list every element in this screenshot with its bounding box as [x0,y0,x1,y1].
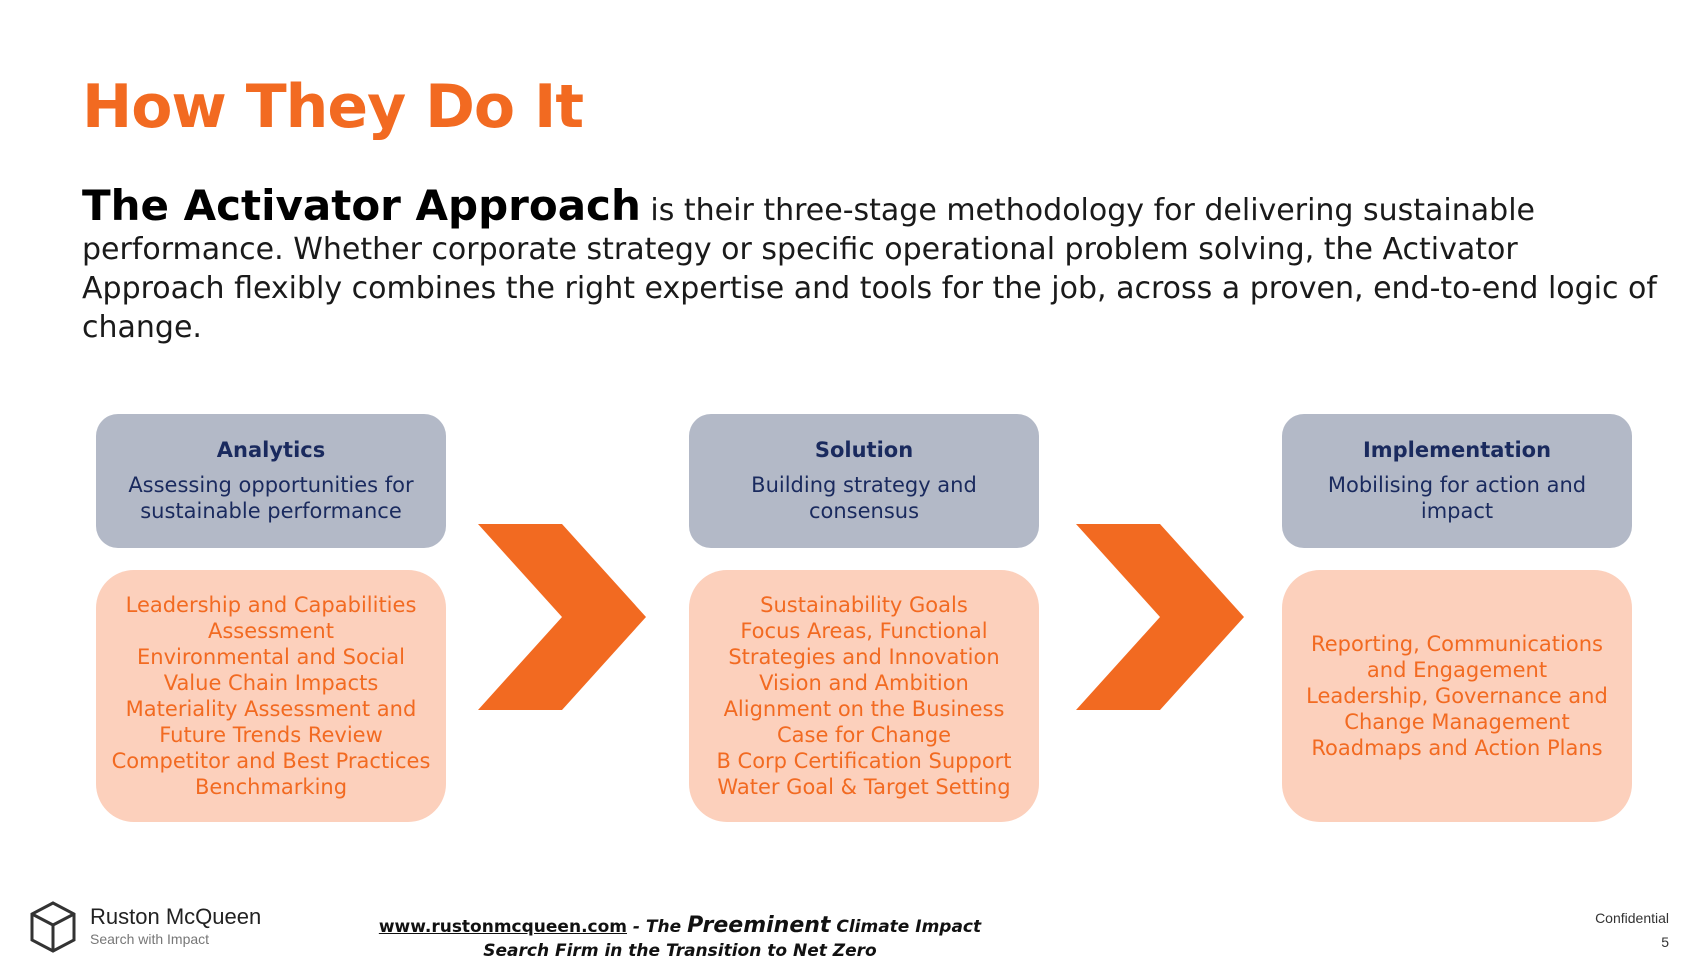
stage-description: Building strategy and consensus [751,473,977,523]
list-item: Leadership and Capabilities Assessment [125,593,417,643]
brand-name: Ruston McQueen [90,904,262,929]
footer-separator: - [627,917,646,937]
list-item: Alignment on the Business Case for Change [723,697,1005,747]
intro-body: is their three-stage methodology for delivering sustainable performance. Whether corporate strategy or specific operational problem solving, the Activator Approach flexibly combines the right expertise and tools for the job, across a proven, end-to-end logic of change. [82,193,1657,345]
intro-lead: The Activator Approach [82,181,641,230]
confidential-text: Confidential [1595,910,1669,926]
detail-box-analytics [96,570,446,822]
website-link[interactable]: www.rustonmcqueen.com [378,917,627,937]
chevron-right-icon [1076,524,1244,710]
slogan-rest: Climate Impact [830,917,982,937]
confidential-label [1595,906,1669,954]
cube-logo-icon [28,900,78,954]
list-item: Vision and Ambition [759,671,969,695]
stage-box-analytics [96,414,446,548]
list-item: B Corp Certification Support [716,749,1012,773]
chevron-right-icon [478,524,646,710]
list-item: Sustainability Goals [760,593,968,617]
page-number: 5 [1661,934,1669,950]
stage-description: Assessing opportunities for sustainable performance [128,473,414,523]
stage-box-implementation [1282,414,1632,548]
stage-box-solution [689,414,1039,548]
slogan-prefix: The [645,917,688,937]
list-item: Water Goal & Target Setting [717,775,1011,799]
list-item: Reporting, Communications and Engagement [1311,632,1603,682]
list-item: Environmental and Social Value Chain Impacts [137,645,405,695]
stage-description: Mobilising for action and impact [1327,473,1587,523]
list-item: Leadership, Governance and Change Management [1306,684,1608,734]
intro-paragraph [82,181,1662,347]
stage-title: Implementation [1362,438,1552,462]
page-title: How They Do It [82,72,584,142]
stage-title: Analytics [216,438,326,462]
list-item: Materiality Assessment and Future Trends Review [125,697,417,747]
list-item: Roadmaps and Action Plans [1311,736,1603,760]
stage-title: Solution [814,438,914,462]
list-item: Focus Areas, Functional Strategies and Innovation [728,619,1000,669]
slogan-emphasis: Preeminent [687,913,831,938]
brand-tagline: Search with Impact [90,931,210,947]
detail-box-solution [689,570,1039,822]
footer-slogan [330,914,1030,960]
detail-box-implementation [1282,570,1632,822]
slogan-line2: Search Firm in the Transition to Net Zero [483,941,877,960]
list-item: Competitor and Best Practices Benchmarking [111,749,431,799]
